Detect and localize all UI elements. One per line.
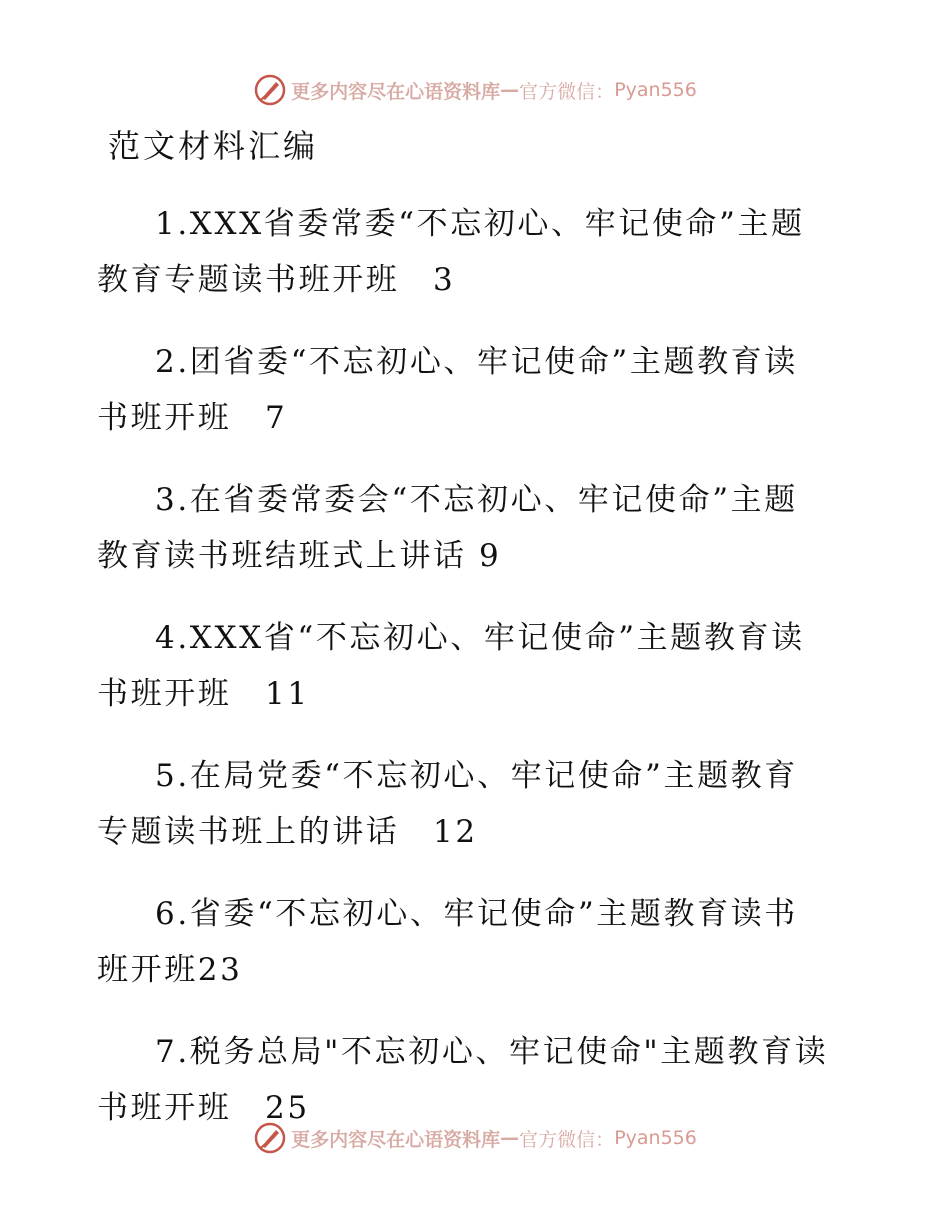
toc-item-title-continued: 书班开班 25 — [97, 1090, 310, 1126]
table-of-contents — [97, 196, 837, 1162]
watermark-separator: — — [500, 1127, 520, 1149]
watermark-separator: — — [500, 79, 520, 101]
watermark-text: 更多内容尽在心语资料库 — [291, 80, 501, 103]
footer-watermark — [0, 1118, 950, 1158]
toc-item-title-continued: 书班开班 11 — [97, 676, 310, 712]
watermark-wechat-id: Pyan556 — [614, 79, 697, 101]
toc-item-title-continued: 专题读书班上的讲话 12 — [97, 814, 478, 850]
toc-item-title: 6.省委“不忘初心、牢记使命”主题教育读书 — [155, 896, 798, 932]
toc-item-title-continued: 班开班23 — [97, 952, 243, 988]
toc-item-title-continued: 书班开班 7 — [97, 400, 288, 436]
toc-item — [97, 472, 837, 584]
toc-item-title: 4.XXX省“不忘初心、牢记使命”主题教育读 — [155, 620, 805, 656]
document-heading: 范文材料汇编 — [108, 127, 319, 165]
toc-item-title: 5.在局党委“不忘初心、牢记使命”主题教育 — [155, 758, 798, 794]
header-watermark — [0, 70, 950, 110]
quill-logo-icon — [253, 73, 287, 107]
toc-item — [97, 334, 837, 446]
toc-item-title: 7.税务总局"不忘初心、牢记使命"主题教育读 — [155, 1034, 829, 1070]
toc-item — [97, 196, 837, 308]
toc-item — [97, 748, 837, 860]
toc-item-title-continued: 教育读书班结班式上讲话 9 — [97, 538, 502, 574]
quill-logo-icon — [253, 1121, 287, 1155]
watermark-text: 更多内容尽在心语资料库 — [291, 1128, 501, 1151]
toc-item-title-continued: 教育专题读书班开班 3 — [97, 262, 456, 298]
toc-item — [97, 610, 837, 722]
toc-item — [97, 886, 837, 998]
toc-item-title: 2.团省委“不忘初心、牢记使命”主题教育读 — [155, 344, 798, 380]
watermark-wechat-label: 官方微信： — [519, 80, 615, 103]
toc-item-title: 1.XXX省委常委“不忘初心、牢记使命”主题 — [155, 206, 805, 242]
toc-item-title: 3.在省委常委会“不忘初心、牢记使命”主题 — [155, 482, 798, 518]
watermark-wechat-id: Pyan556 — [614, 1127, 697, 1149]
watermark-wechat-label: 官方微信： — [519, 1128, 615, 1151]
